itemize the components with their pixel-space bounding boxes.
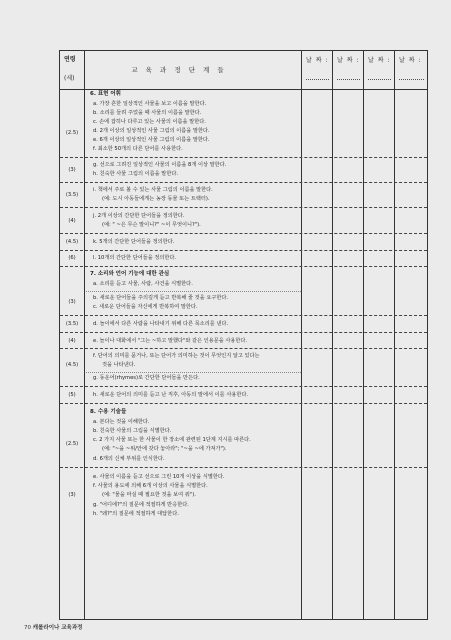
item-7f-cont: 것을 나타낸다. [102,362,136,368]
column-divider [84,89,85,619]
item-6j-example: (예: " ~은 무슨 말이니?" ~이 무엇이니?"). [102,222,201,228]
age-header-unit: (세) [64,75,75,82]
column-divider [394,89,395,619]
item-6c: c. 손에 잡히나 다루고 있는 사물의 이름을 말한다. [93,119,206,125]
curriculum-steps-header: 교 육 과 정 단 계 들 [131,66,227,74]
item-6g: g. 선으로 그려진 일상적인 사물의 이름을 8개 이상 말한다. [93,162,227,168]
date-cell-3 [363,51,395,89]
row-divider [60,315,427,316]
age-header-cell [60,51,85,89]
page-number: 70 [24,625,31,631]
row-divider [60,332,427,333]
section-title: 6. 표현 어휘 [90,91,121,97]
item-7h: h. 새로운 단어의 의미를 듣고 난 직후, 아동의 말에서 이를 사용한다. [93,392,249,398]
column-divider [332,89,333,619]
item-8g: g. "어디에?"의 질문에 적절하게 반응한다. [93,502,189,508]
item-8a: a. 본다는 것을 이해한다. [93,419,150,425]
item-7b: b. 새로운 단어들을 주의깊게 듣고 반복해 줄 것을 요구한다. [93,295,229,301]
age-label: (4) [68,218,76,224]
footer-title: 캐롤라이나 교육과정 [32,625,83,631]
age-label: (3) [68,299,76,305]
date-cell-1 [301,51,333,89]
dotted-divider [86,291,301,292]
item-7d: d. 놀이에서 다른 사람을 나타내기 위해 다른 목소리를 낸다. [93,321,229,327]
checklist-table [59,50,428,620]
row-divider [60,467,427,468]
item-8f: f. 사물의 용도에 의해 6개 이상의 사물을 식별한다. [93,483,208,489]
age-label: (4) [68,338,76,344]
table-header [60,51,427,90]
item-6i: i. 책에서 주로 볼 수 있는 사물 그림의 이름을 말한다. [93,187,213,193]
item-8e: e. 사물의 이름을 듣고 선으로 그린 10개 이상을 식별한다. [93,474,225,480]
date-cell-2 [332,51,364,89]
age-label: (5) [68,392,76,398]
row-divider [60,266,427,267]
item-8f-example: (예: "물을 마실 때 필요한 것을 보여 줘"). [102,492,196,498]
date-label: 날 짜 : [306,57,329,64]
row-divider [60,207,427,208]
item-6h: h. 친숙한 사물 그림의 이름을 말한다. [93,171,178,177]
date-label: 날 짜 : [399,57,422,64]
age-label: (3) [68,167,76,173]
item-8b: b. 친숙한 사물의 그림을 식별한다. [93,428,172,434]
item-8c-example: (예: "~을 ~위/안에 갖다 놓아라"; "~을 ~에 가져가"). [102,446,227,452]
dotted-divider [86,372,301,373]
row-divider [60,386,427,387]
date-label: 날 짜 : [368,57,391,64]
item-8c: c. 2 가지 사물 또는 한 사물이 한 장소에 관련된 1단계 지시를 따른다. [93,437,251,443]
item-7c: c. 새로운 단어들을 자신에게 반복하여 말한다. [93,304,198,310]
row-divider [60,182,427,183]
item-6f: f. 최소한 50개의 다른 단어를 사용한다. [93,146,183,152]
row-divider [60,250,427,251]
date-cell-4 [394,51,428,89]
age-label: (3.5) [65,321,79,327]
item-6j: j. 2개 이상의 간단한 단어들을 정의한다. [93,213,185,219]
item-7e: e. 놀이나 대화에서 "그는 ~하고 말했다"와 같은 인용문을 사용한다. [93,338,248,344]
item-7g: g. 동운어(rhymes)로 간단한 단어들을 만든다. [93,375,200,381]
item-6a: a. 가장 흔한 일상적인 사물을 보고 이름을 말한다. [93,101,207,107]
date-label: 날 짜 : [337,57,360,64]
age-label: (3) [68,492,76,498]
row-divider [60,348,427,349]
age-header-label: 연령 [64,56,76,63]
section-title: 8. 수용 기술들 [90,409,127,415]
item-6e: e. 6개 이상의 일상적인 사물 그림의 이름을 말한다. [93,137,210,143]
page-footer [24,623,82,631]
age-label: (3.5) [65,192,79,198]
age-label: (6) [68,255,76,261]
item-6b: b. 소리를 들려 주었을 때 사물의 이름을 말한다. [93,110,202,116]
row-divider [60,157,427,158]
age-label: (4.5) [65,239,79,245]
column-divider [301,89,302,619]
item-6d: d. 2개 이상의 일상적인 사물 그림의 이름을 말한다. [93,128,210,134]
section-title: 7. 소리와 언어 기능에 대한 관심 [90,271,170,277]
age-label: (2.5) [65,130,79,136]
item-6k: k. 5개의 간단한 단어들을 정의한다. [93,239,175,245]
age-label: (4.5) [65,362,79,368]
item-7f: f. 단어의 의미를 묻거나, 또는 단어가 의미하는 것이 무엇인지 알고 있다는 [93,353,260,359]
item-6l: l. 10개의 간단한 단어들을 정의한다. [93,255,177,261]
row-divider [60,233,427,234]
row-divider [60,403,427,404]
column-divider [363,89,364,619]
item-7a: a. 소리를 듣고 사물, 사람, 사건을 식별한다. [93,281,193,287]
item-8h: h. "왜?"의 질문에 적절하게 대답한다. [93,511,179,517]
item-6i-example: (예: 도시 아동들에게는 농장 동물 또는 트랙터). [102,196,210,202]
age-label: (2.5) [65,441,79,447]
item-8d: d. 6개의 신체 부위를 인식한다. [93,456,165,462]
